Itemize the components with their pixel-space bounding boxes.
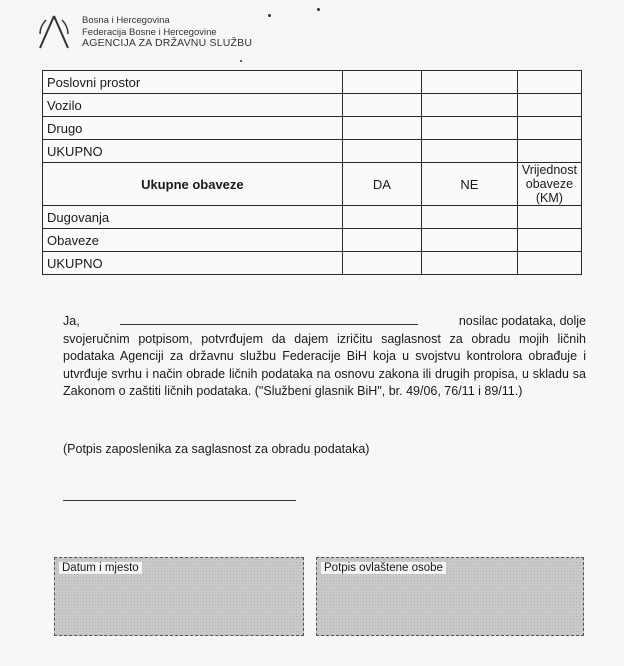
row-label: UKUPNO — [43, 140, 343, 163]
authorized-signature-label: Potpis ovlaštene osobe — [321, 562, 446, 574]
speck — [240, 60, 242, 62]
liabilities-header-row — [43, 163, 582, 206]
cell-input[interactable] — [342, 140, 421, 163]
cell-input[interactable] — [422, 140, 518, 163]
liabilities-title: Ukupne obaveze — [43, 163, 343, 206]
agency-logo — [34, 12, 74, 52]
authorized-signature-box[interactable] — [316, 557, 584, 636]
cell-input[interactable] — [517, 140, 581, 163]
table-row — [43, 71, 582, 94]
org-line-1: Bosna i Hercegovina — [82, 15, 170, 26]
cell-input[interactable] — [422, 206, 518, 229]
cell-input[interactable] — [342, 229, 421, 252]
cell-input[interactable] — [517, 252, 581, 275]
organization-name — [82, 15, 252, 50]
signature-line[interactable] — [63, 500, 296, 501]
column-header-value: Vrijednost obaveze (KM) — [517, 163, 581, 206]
cell-input[interactable] — [342, 206, 421, 229]
row-label: Dugovanja — [43, 206, 343, 229]
cell-input[interactable] — [517, 229, 581, 252]
name-blank-field[interactable] — [120, 312, 418, 325]
table-row — [43, 206, 582, 229]
row-label: Poslovni prostor — [43, 71, 343, 94]
signature-label: (Potpis zaposlenika za saglasnost za obradu podataka) — [63, 442, 370, 456]
row-label: Obaveze — [43, 229, 343, 252]
speck — [268, 14, 271, 17]
consent-body: svojeručnim potpisom, potvrđujem da dajem izričitu saglasnost za obradu mojih ličnih podataka Agenciji za državnu službu Federacije BiH koja u svojstvu kontrolora obrađuje i utvrđuje svrhu i način obrade ličnih podataka na osnovu zakona ili drugih propisa, u skladu sa Zakonom o zaštiti ličnih podataka. ("Službeni glasnik BiH", br. 49/06, 76/11 i 89/11.) — [63, 331, 586, 398]
cell-input[interactable] — [422, 94, 518, 117]
org-line-3: AGENCIJA ZA DRŽAVNU SLUŽBU — [82, 37, 253, 49]
row-label: Drugo — [43, 117, 343, 140]
date-place-box[interactable] — [54, 557, 304, 636]
column-header-da: DA — [342, 163, 421, 206]
consent-ja: Ja, — [63, 314, 80, 328]
table-row — [43, 140, 582, 163]
cell-input[interactable] — [422, 71, 518, 94]
consent-statement — [63, 312, 586, 401]
table-row — [43, 252, 582, 275]
cell-input[interactable] — [422, 229, 518, 252]
cell-input[interactable] — [517, 206, 581, 229]
cell-input[interactable] — [517, 117, 581, 140]
cell-input[interactable] — [342, 252, 421, 275]
cell-input[interactable] — [422, 117, 518, 140]
cell-input[interactable] — [342, 117, 421, 140]
asset-liability-table — [42, 70, 582, 275]
table-row — [43, 117, 582, 140]
cell-input[interactable] — [517, 94, 581, 117]
row-label: UKUPNO — [43, 252, 343, 275]
cell-input[interactable] — [422, 252, 518, 275]
table-row — [43, 94, 582, 117]
row-label: Vozilo — [43, 94, 343, 117]
consent-first-line — [63, 312, 586, 331]
org-line-2: Federacija Bosne i Hercegovine — [82, 26, 217, 38]
date-place-label: Datum i mjesto — [59, 562, 142, 574]
speck — [317, 8, 320, 11]
cell-input[interactable] — [342, 94, 421, 117]
table-row — [43, 229, 582, 252]
cell-input[interactable] — [342, 71, 421, 94]
consent-holder: nosilac podataka, dolje — [458, 314, 586, 328]
cell-input[interactable] — [517, 71, 581, 94]
column-header-ne: NE — [422, 163, 518, 206]
